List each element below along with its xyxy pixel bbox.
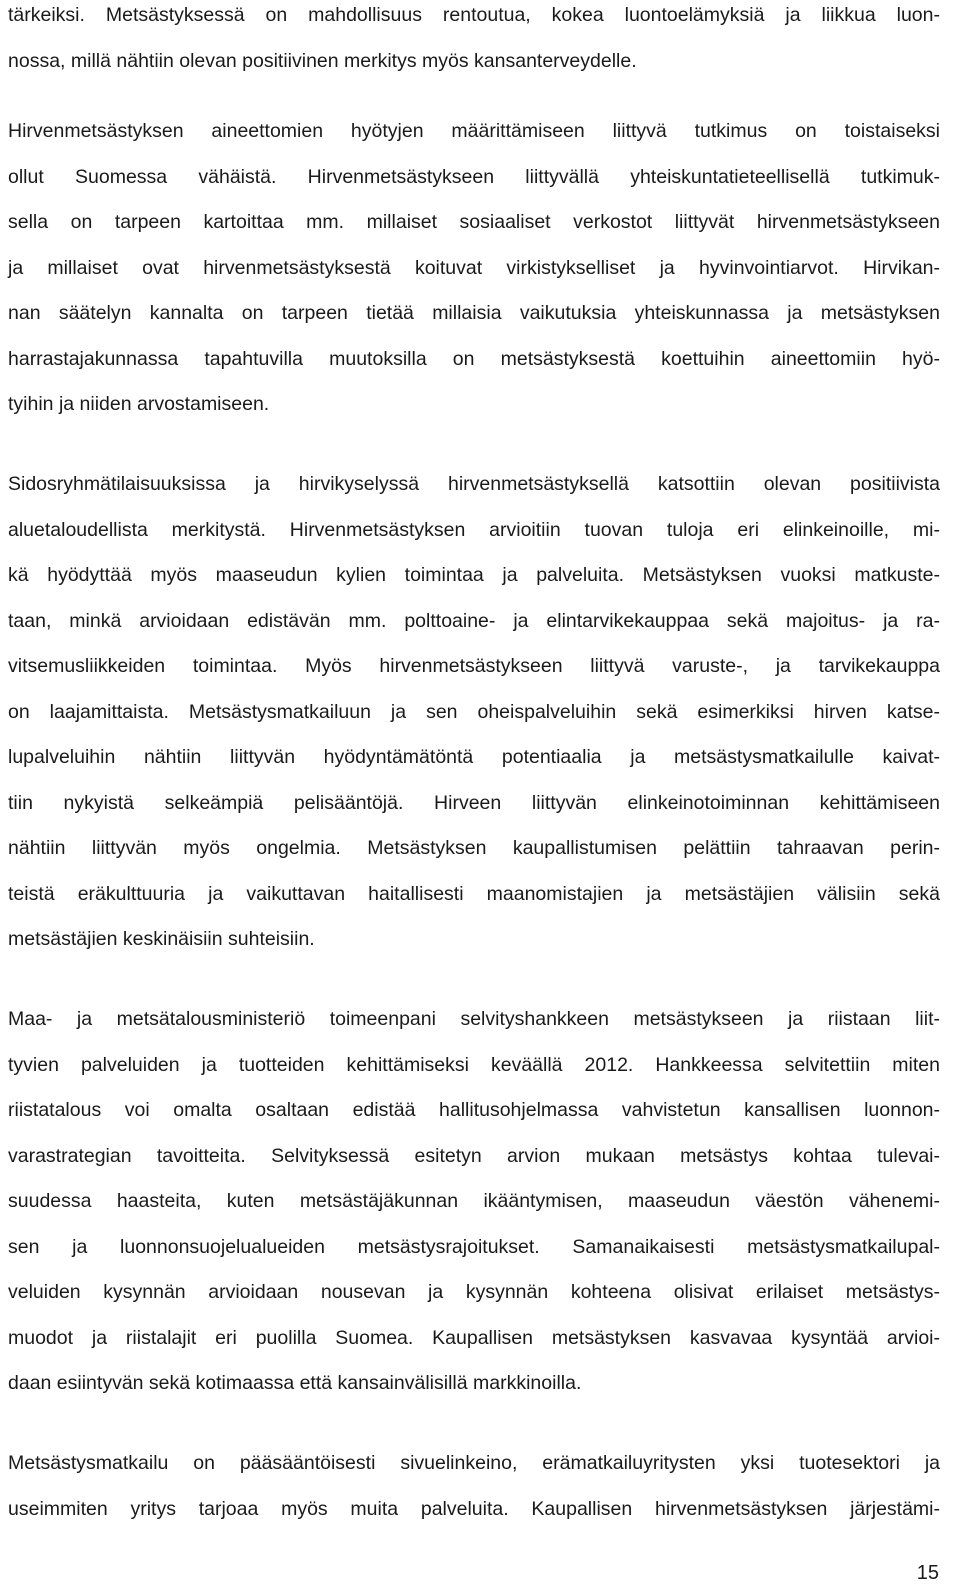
text-line: riistatalous voi omalta osaltaan edistää hallitusohjelmassa vahvistetun kansallisen luonnon- [8,1099,940,1121]
text-line: veluiden kysynnän arvioidaan nousevan ja kysynnän kohteena olisivat erilaiset metsästys- [8,1281,940,1303]
paragraph-1 [8,2,940,93]
text-line: nähtiin liittyvän myös ongelmia. Metsästyksen kaupallistumisen pelättiin tahraavan perin- [8,837,940,859]
text-line: vitsemusliikkeiden toimintaa. Myös hirvenmetsästykseen liittyvä varuste-, ja tarvikekauppa [8,655,940,677]
paragraph-3 [8,471,940,972]
text-line: Metsästysmatkailu on pääsääntöisesti sivuelinkeino, erämatkailuyritysten yksi tuotesektori ja [8,1452,940,1474]
text-line: muodot ja riistalajit eri puolilla Suomea. Kaupallisen metsästyksen kasvavaa kysyntää arvioi- [8,1326,940,1349]
text-line: Sidosryhmätilaisuuksissa ja hirvikyselyssä hirvenmetsästyksellä katsottiin olevan positiivista [8,473,940,495]
text-line: Hirvenmetsästyksen aineettomien hyötyjen määrittämiseen liittyvä tutkimus on toistaiseksi [8,120,940,142]
text-line: lupalveluihin nähtiin liittyvän hyödyntämätöntä potentiaalia ja metsästysmatkailulle kaivat- [8,746,940,768]
text-line: tiin nykyistä selkeämpiä pelisääntöjä. Hirveen liittyvän elinkeinotoiminnan kehittämiseen [8,791,940,814]
text-line: suudessa haasteita, kuten metsästäjäkunnan ikääntymisen, maaseudun väestön vähenemi- [8,1190,940,1212]
text-line: kä hyödyttää myös maaseudun kylien toimintaa ja palveluita. Metsästyksen vuoksi matkuste- [8,564,940,586]
text-line: tyvien palveluiden ja tuotteiden kehittämiseksi keväällä 2012. Hankkeessa selvitettiin miten [8,1053,940,1076]
text-line: daan esiintyvän sekä kotimaassa että kansainvälisillä markkinoilla. [8,1372,582,1394]
text-line: teistä eräkulttuuria ja vaikuttavan haitallisesti maanomistajien ja metsästäjien välisiin sekä [8,882,940,905]
text-line: nossa, millä nähtiin olevan positiivinen merkitys myös kansanterveydelle. [8,49,637,72]
text-line: harrastajakunnassa tapahtuvilla muutoksilla on metsästyksestä koettuihin aineettomiin hyö- [8,347,940,370]
paragraph-5 [8,1450,940,1541]
text-line: metsästäjien keskinäisiin suhteisiin. [8,928,315,950]
text-line: on laajamittaista. Metsästysmatkailuun ja sen oheispalveluihin sekä esimerkiksi hirven katse- [8,700,940,723]
text-line: Maa- ja metsätalousministeriö toimeenpani selvityshankkeen metsästykseen ja riistaan liit- [8,1008,940,1030]
text-line: tyihin ja niiden arvostamiseen. [8,393,270,415]
text-line: sen ja luonnonsuojelualueiden metsästysrajoitukset. Samanaikaisesti metsästysmatkailupal- [8,1235,940,1258]
text-line: taan, minkä arvioidaan edistävän mm. polttoaine- ja elintarvikekauppaa sekä majoitus- ja ra- [8,609,940,632]
text-line: useimmiten yritys tarjoaa myös muita palveluita. Kaupallisen hirvenmetsästyksen järjestämi- [8,1497,940,1520]
text-line: ollut Suomessa vähäistä. Hirvenmetsästykseen liittyvällä yhteiskuntatieteellisellä tutkimuk- [8,165,940,188]
paragraph-2 [8,118,940,437]
text-line: ja millaiset ovat hirvenmetsästyksestä koituvat virkistykselliset ja hyvinvointiarvot. Hirvikan- [8,256,940,279]
page-number: 15 [916,1562,939,1584]
text-line: nan säätelyn kannalta on tarpeen tietää millaisia vaikutuksia yhteiskunnassa ja metsästyksen [8,302,940,324]
paragraph-4 [8,1006,940,1416]
text-line: sella on tarpeen kartoittaa mm. millaiset sosiaaliset verkostot liittyvät hirvenmetsästykseen [8,211,940,233]
text-line: varastrategian tavoitteita. Selvityksessä esitetyn arvion mukaan metsästys kohtaa tulevai- [8,1144,940,1167]
text-line: tärkeiksi. Metsästyksessä on mahdollisuus rentoutua, kokea luontoelämyksiä ja liikkua luon- [8,4,940,26]
text-line: aluetaloudellista merkitystä. Hirvenmetsästyksen arvioitiin tuovan tuloja eri elinkeinoille, mi- [8,518,940,541]
